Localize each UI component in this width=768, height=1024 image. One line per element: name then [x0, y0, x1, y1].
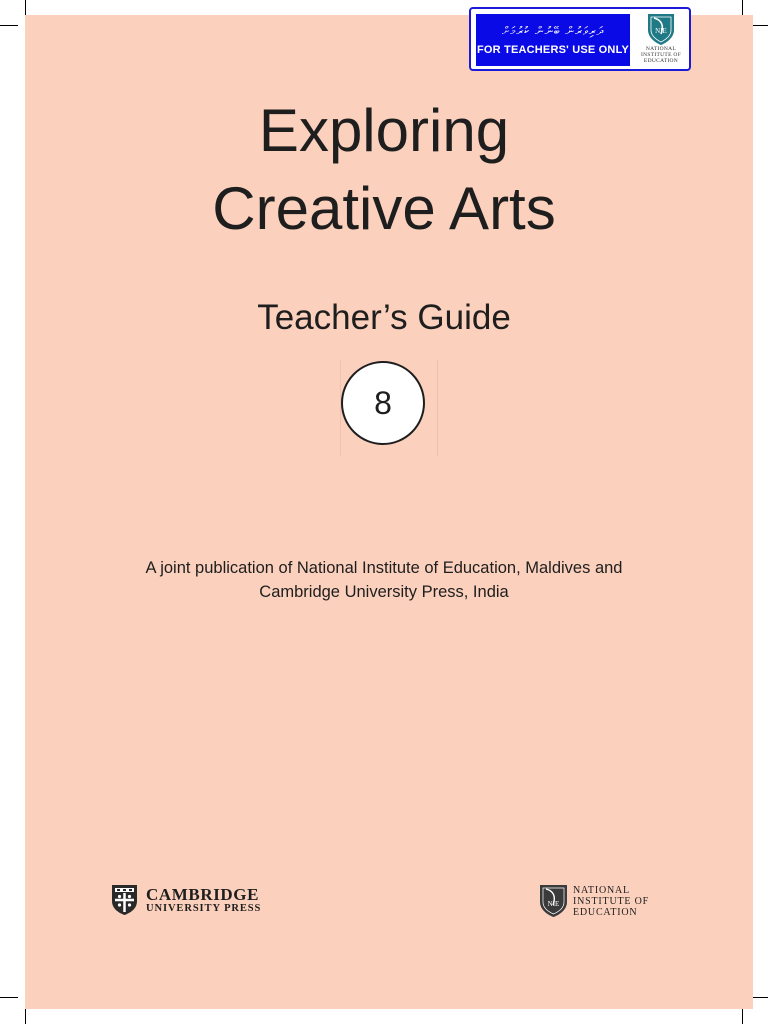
badge-logo-line: NATIONAL	[645, 46, 677, 52]
badge-logo-line: INSTITUTE OF	[640, 52, 682, 58]
book-title	[0, 92, 768, 248]
book-subtitle: Teacher’s Guide	[257, 298, 511, 337]
cambridge-sub: UNIVERSITY PRESS	[146, 902, 262, 914]
cambridge-logo	[111, 884, 261, 916]
badge-english-text: FOR TEACHERS' USE ONLY	[476, 44, 630, 56]
nie-shield-icon	[539, 884, 568, 918]
crop-mark	[0, 997, 18, 998]
nie-logo-initials: NIE	[547, 900, 560, 908]
joint-publication-line: A joint publication of National Institute of Education, Maldives and	[145, 559, 623, 577]
book-title-line: Exploring	[258, 97, 510, 164]
nie-badge-logo	[636, 12, 686, 68]
badge-logo-initials: NIE	[655, 27, 667, 35]
nie-shield-icon	[646, 12, 676, 46]
crop-mark	[0, 25, 18, 26]
nie-logo-line: NATIONAL	[573, 884, 630, 896]
joint-publication-note	[0, 556, 768, 604]
nie-logo-text	[573, 885, 649, 918]
cambridge-name: CAMBRIDGE	[146, 884, 260, 904]
book-title-line: Creative Arts	[212, 175, 556, 242]
cambridge-logo-text	[146, 886, 261, 915]
teachers-use-badge	[469, 7, 691, 71]
badge-label-box	[476, 14, 630, 66]
badge-logo-text	[641, 46, 681, 64]
joint-publication-line: Cambridge University Press, India	[259, 583, 509, 601]
nie-logo-line: INSTITUTE OF	[573, 895, 649, 907]
cambridge-shield-icon	[111, 884, 138, 916]
nie-logo	[539, 884, 649, 918]
nie-logo-line: EDUCATION	[573, 906, 638, 918]
badge-logo-line: EDUCATION	[643, 58, 679, 64]
grade-badge: 8	[341, 361, 425, 445]
badge-dhivehi-text: ދަރިވަރުން ބޭނުން ކުރުމަށް	[502, 24, 604, 38]
